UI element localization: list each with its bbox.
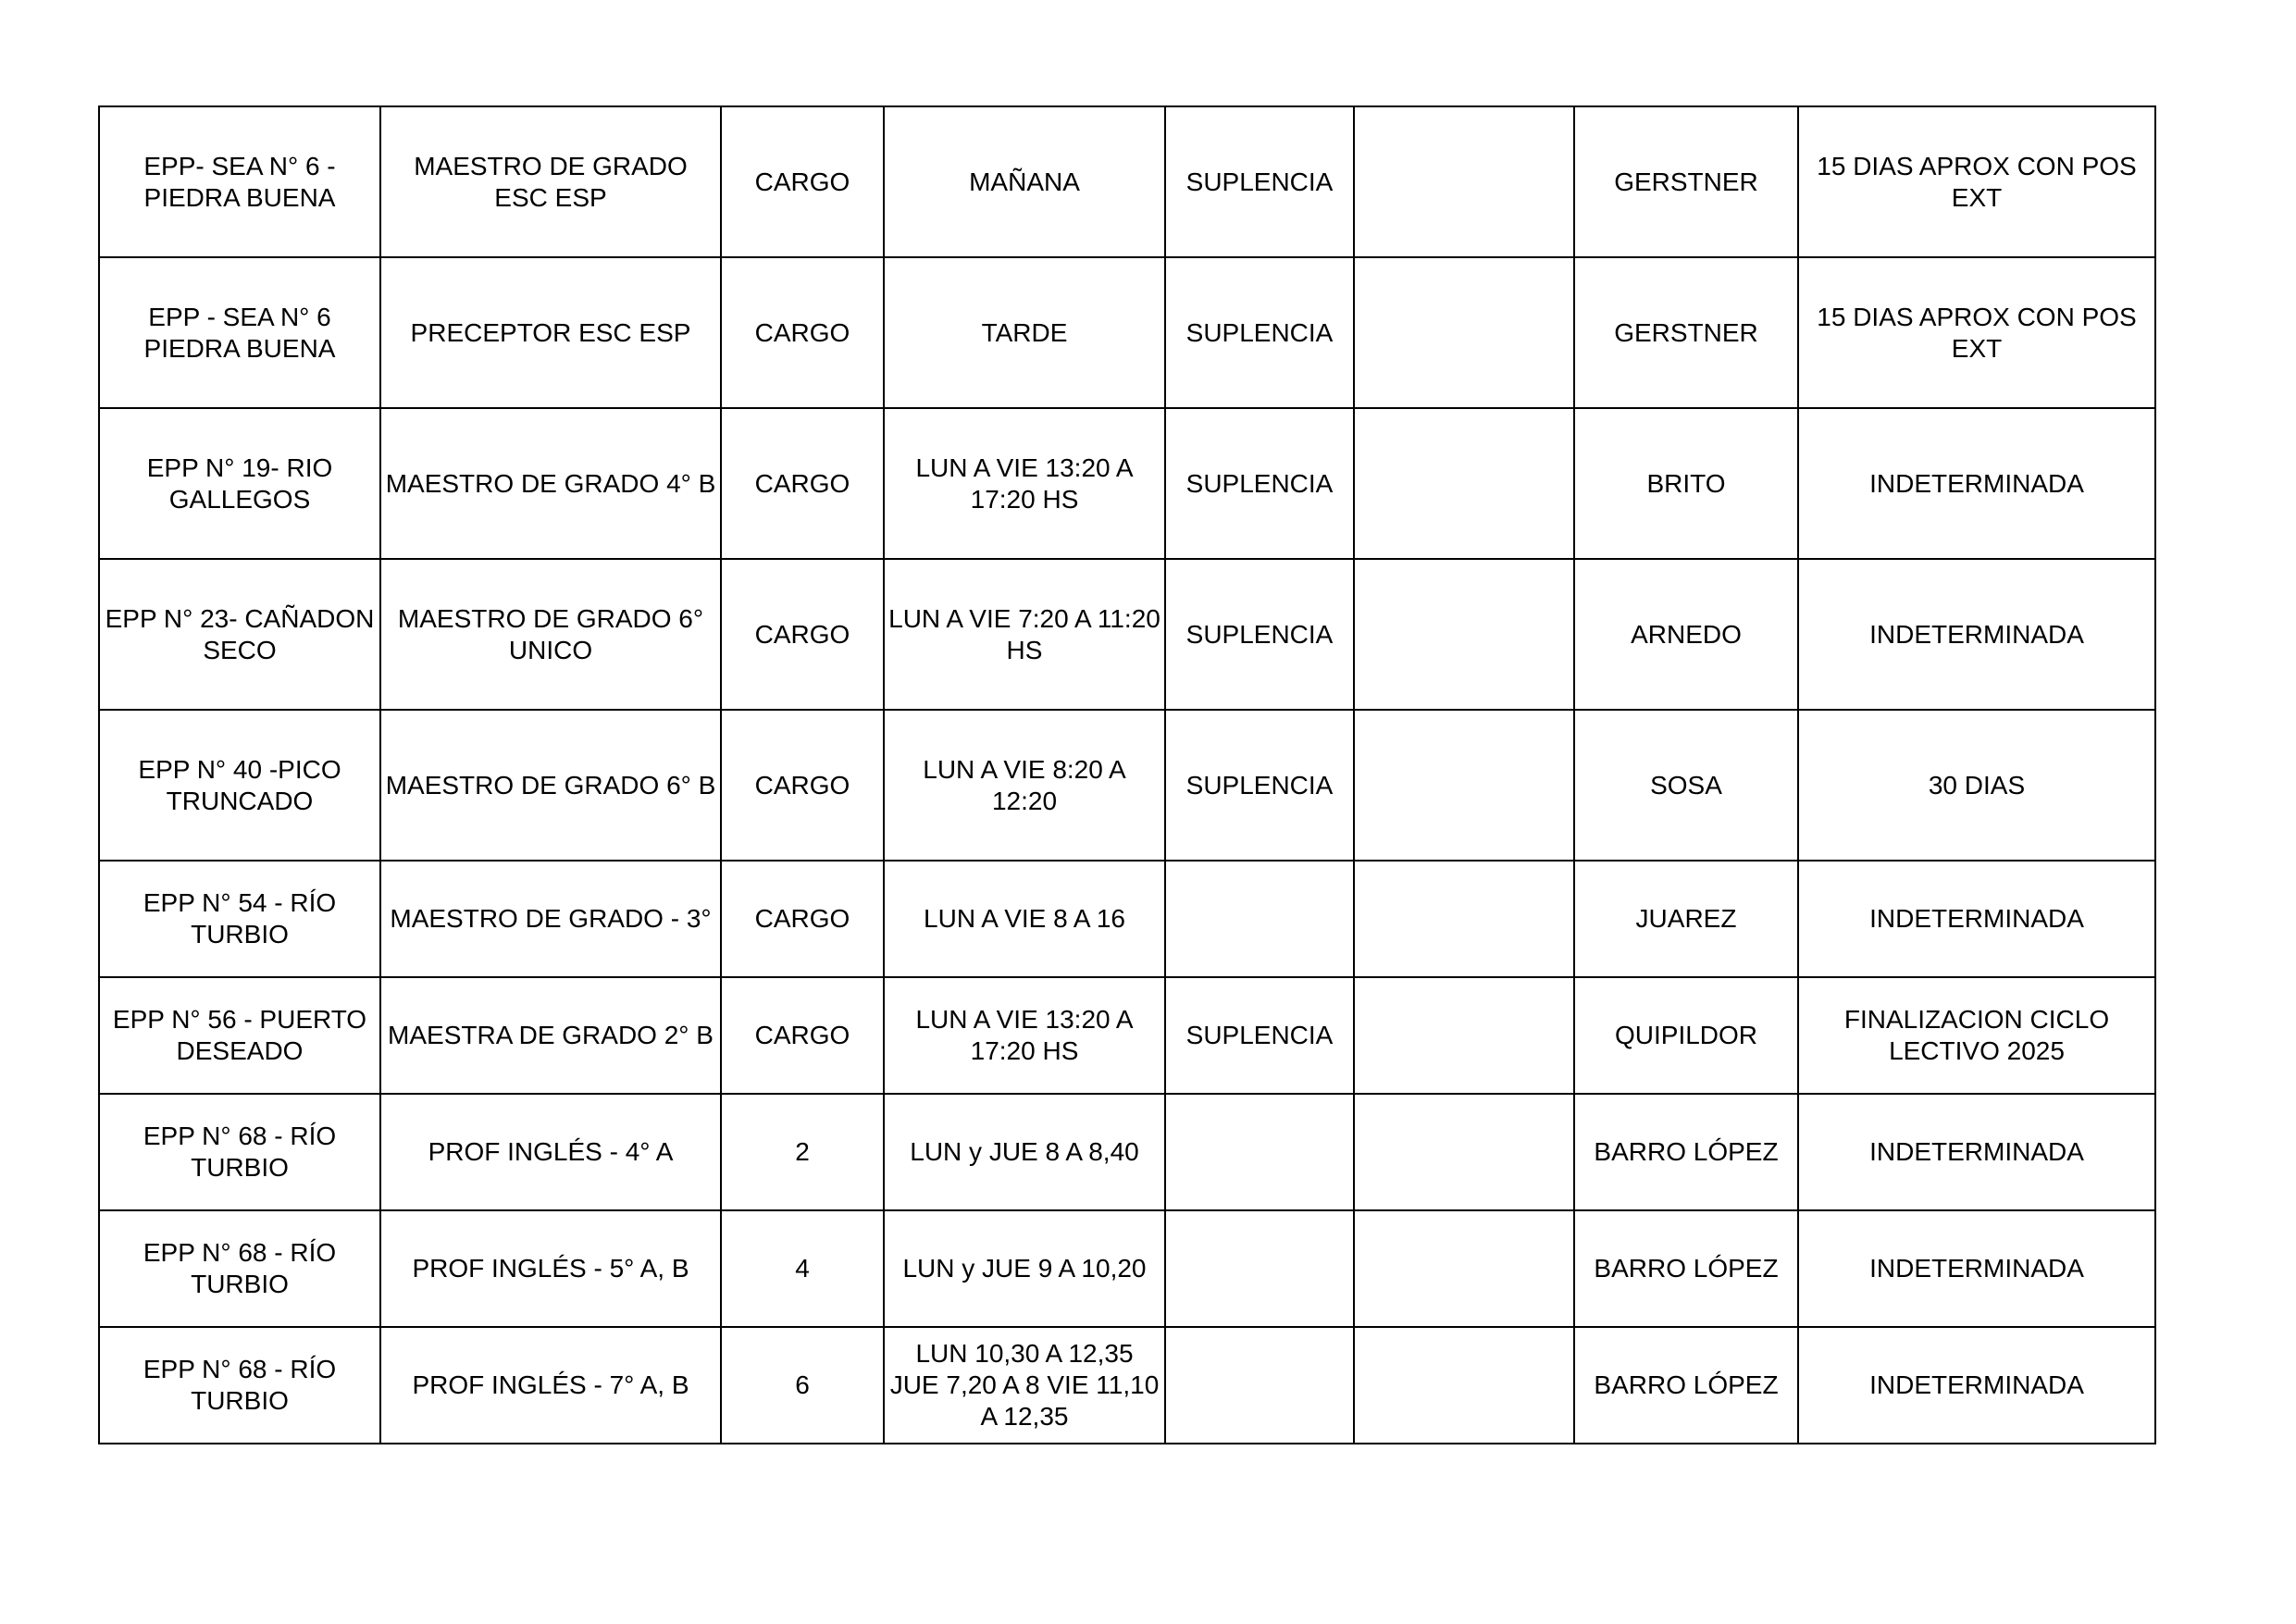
school-cell: EPP N° 68 - RÍO TURBIO xyxy=(99,1210,380,1327)
duration-cell: 15 DIAS APROX CON POS EXT xyxy=(1798,106,2155,257)
empty-cell xyxy=(1354,861,1574,977)
empty-cell xyxy=(1354,1327,1574,1444)
duration-cell: INDETERMINADA xyxy=(1798,408,2155,559)
schedule-cell: LUN y JUE 9 A 10,20 xyxy=(884,1210,1165,1327)
schedule-cell: TARDE xyxy=(884,257,1165,408)
status-cell: SUPLENCIA xyxy=(1165,257,1354,408)
school-cell: EPP - SEA N° 6 PIEDRA BUENA xyxy=(99,257,380,408)
schedule-cell: LUN A VIE 13:20 A 17:20 HS xyxy=(884,977,1165,1094)
status-cell: SUPLENCIA xyxy=(1165,408,1354,559)
hours-cell: CARGO xyxy=(721,861,884,977)
holder-cell: SOSA xyxy=(1574,710,1798,861)
hours-cell: CARGO xyxy=(721,559,884,710)
schedule-cell: LUN A VIE 8:20 A 12:20 xyxy=(884,710,1165,861)
status-cell xyxy=(1165,1327,1354,1444)
table-row xyxy=(99,106,2155,257)
position-cell: MAESTRA DE GRADO 2° B xyxy=(380,977,721,1094)
table-row xyxy=(99,710,2155,861)
duration-cell: FINALIZACION CICLO LECTIVO 2025 xyxy=(1798,977,2155,1094)
position-cell: MAESTRO DE GRADO 6° B xyxy=(380,710,721,861)
position-cell: PROF INGLÉS - 7° A, B xyxy=(380,1327,721,1444)
holder-cell: BRITO xyxy=(1574,408,1798,559)
position-cell: MAESTRO DE GRADO 4° B xyxy=(380,408,721,559)
duration-cell: 15 DIAS APROX CON POS EXT xyxy=(1798,257,2155,408)
empty-cell xyxy=(1354,1094,1574,1210)
position-cell: PROF INGLÉS - 4° A xyxy=(380,1094,721,1210)
school-cell: EPP N° 23- CAÑADON SECO xyxy=(99,559,380,710)
table-row xyxy=(99,1094,2155,1210)
table-row xyxy=(99,861,2155,977)
hours-cell: CARGO xyxy=(721,106,884,257)
position-cell: MAESTRO DE GRADO - 3° xyxy=(380,861,721,977)
hours-cell: 4 xyxy=(721,1210,884,1327)
duration-cell: INDETERMINADA xyxy=(1798,1210,2155,1327)
holder-cell: JUAREZ xyxy=(1574,861,1798,977)
school-cell: EPP N° 40 -PICO TRUNCADO xyxy=(99,710,380,861)
duration-cell: 30 DIAS xyxy=(1798,710,2155,861)
schedule-cell: LUN y JUE 8 A 8,40 xyxy=(884,1094,1165,1210)
status-cell: SUPLENCIA xyxy=(1165,977,1354,1094)
hours-cell: 6 xyxy=(721,1327,884,1444)
position-cell: MAESTRO DE GRADO ESC ESP xyxy=(380,106,721,257)
status-cell xyxy=(1165,1094,1354,1210)
school-cell: EPP N° 68 - RÍO TURBIO xyxy=(99,1094,380,1210)
status-cell: SUPLENCIA xyxy=(1165,106,1354,257)
schedule-cell: MAÑANA xyxy=(884,106,1165,257)
duration-cell: INDETERMINADA xyxy=(1798,559,2155,710)
school-cell: EPP N° 54 - RÍO TURBIO xyxy=(99,861,380,977)
duration-cell: INDETERMINADA xyxy=(1798,861,2155,977)
empty-cell xyxy=(1354,1210,1574,1327)
hours-cell: CARGO xyxy=(721,977,884,1094)
duration-cell: INDETERMINADA xyxy=(1798,1327,2155,1444)
table-row xyxy=(99,257,2155,408)
holder-cell: BARRO LÓPEZ xyxy=(1574,1327,1798,1444)
empty-cell xyxy=(1354,710,1574,861)
empty-cell xyxy=(1354,559,1574,710)
position-cell: MAESTRO DE GRADO 6° UNICO xyxy=(380,559,721,710)
holder-cell: BARRO LÓPEZ xyxy=(1574,1094,1798,1210)
empty-cell xyxy=(1354,408,1574,559)
holder-cell: GERSTNER xyxy=(1574,257,1798,408)
position-cell: PRECEPTOR ESC ESP xyxy=(380,257,721,408)
schedule-cell: LUN 10,30 A 12,35 JUE 7,20 A 8 VIE 11,10 A 12,35 xyxy=(884,1327,1165,1444)
schedule-cell: LUN A VIE 8 A 16 xyxy=(884,861,1165,977)
school-cell: EPP- SEA N° 6 - PIEDRA BUENA xyxy=(99,106,380,257)
table-row xyxy=(99,559,2155,710)
holder-cell: QUIPILDOR xyxy=(1574,977,1798,1094)
holder-cell: GERSTNER xyxy=(1574,106,1798,257)
vacancy-table xyxy=(98,105,2156,1444)
table-row xyxy=(99,1210,2155,1327)
table-row xyxy=(99,408,2155,559)
holder-cell: ARNEDO xyxy=(1574,559,1798,710)
hours-cell: CARGO xyxy=(721,408,884,559)
duration-cell: INDETERMINADA xyxy=(1798,1094,2155,1210)
empty-cell xyxy=(1354,257,1574,408)
school-cell: EPP N° 56 - PUERTO DESEADO xyxy=(99,977,380,1094)
school-cell: EPP N° 68 - RÍO TURBIO xyxy=(99,1327,380,1444)
status-cell xyxy=(1165,1210,1354,1327)
status-cell: SUPLENCIA xyxy=(1165,559,1354,710)
empty-cell xyxy=(1354,977,1574,1094)
status-cell: SUPLENCIA xyxy=(1165,710,1354,861)
schedule-cell: LUN A VIE 13:20 A 17:20 HS xyxy=(884,408,1165,559)
position-cell: PROF INGLÉS - 5° A, B xyxy=(380,1210,721,1327)
empty-cell xyxy=(1354,106,1574,257)
table-row xyxy=(99,977,2155,1094)
table-row xyxy=(99,1327,2155,1444)
holder-cell: BARRO LÓPEZ xyxy=(1574,1210,1798,1327)
school-cell: EPP N° 19- RIO GALLEGOS xyxy=(99,408,380,559)
schedule-cell: LUN A VIE 7:20 A 11:20 HS xyxy=(884,559,1165,710)
hours-cell: CARGO xyxy=(721,710,884,861)
status-cell xyxy=(1165,861,1354,977)
hours-cell: CARGO xyxy=(721,257,884,408)
hours-cell: 2 xyxy=(721,1094,884,1210)
